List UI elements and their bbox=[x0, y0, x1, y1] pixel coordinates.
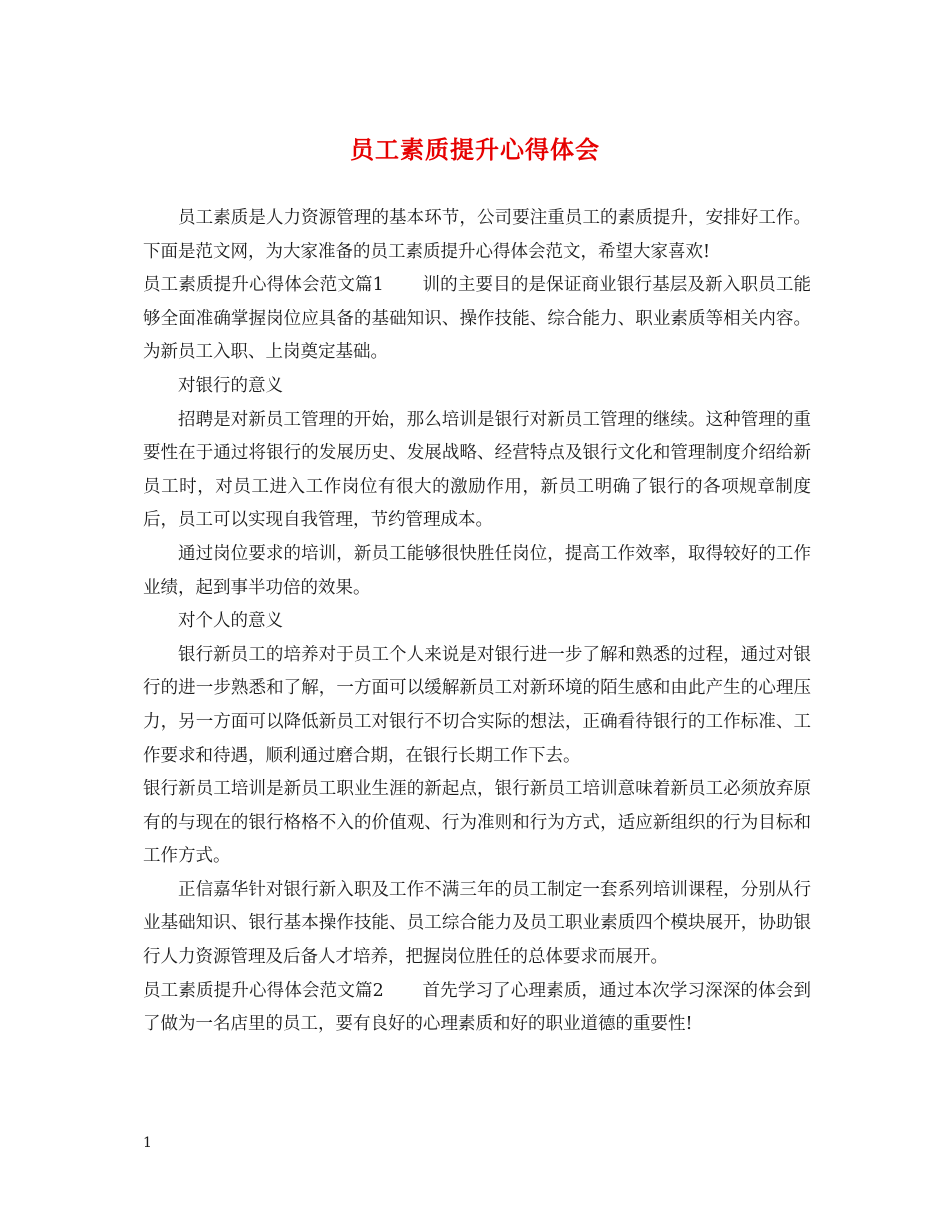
paragraph-curriculum: 正信嘉华针对银行新入职及工作不满三年的员工制定一套系列培训课程，分别从行业基础知识、银行基本操作技能、员工综合能力及员工职业素质四个模块展开，协助银行人力资源管理及后备人才培养，把握岗位胜任的总体要求而展开。 bbox=[143, 879, 811, 968]
sample-heading-2: 员工素质提升心得体会范文篇2 bbox=[143, 980, 384, 1001]
subheading-bank-significance: 对银行的意义 bbox=[178, 375, 283, 396]
paragraph-training: 通过岗位要求的培训，新员工能够很快胜任岗位，提高工作效率，取得较好的工作业绩，起到事半功倍的效果。 bbox=[143, 543, 811, 598]
paragraph-personal: 银行新员工的培养对于员工个人来说是对银行进一步了解和熟悉的过程，通过对银行的进一步熟悉和了解，一方面可以缓解新员工对新环境的陌生感和由此产生的心理压力，另一方面可以降低新员工对银行不切合实际的想法，正确看待银行的工作标准、工作要求和待遇，顺利通过磨合期，在银行长期工作下去。 bbox=[143, 644, 811, 766]
sample-text-2: 首先学习了心理素质，通过本次学习深深的体会到了做为一名店里的员工，要有良好的心理素质和好的职业道德的重要性! bbox=[143, 980, 811, 1035]
page-number: 1 bbox=[143, 1135, 152, 1151]
paragraph-recruitment: 招聘是对新员工管理的开始，那么培训是银行对新员工管理的继续。这种管理的重要性在于通过将银行的发展历史、发展战略、经营特点及银行文化和管理制度介绍给新员工时，对员工进入工作岗位有很大的激励作用，新员工明确了银行的各项规章制度后，员工可以实现自我管理，节约管理成本。 bbox=[143, 409, 811, 531]
sample-heading-1: 员工素质提升心得体会范文篇1 bbox=[143, 275, 384, 296]
paragraph-intro: 员工素质是人力资源管理的基本环节，公司要注重员工的素质提升，安排好工作。下面是范文网，为大家准备的员工素质提升心得体会范文，希望大家喜欢! bbox=[143, 208, 811, 262]
sample-text-1: 训的主要目的是保证商业银行基层及新入职员工能够全面准确掌握岗位应具备的基础知识、操作技能、综合能力、职业素质等相关内容。为新员工入职、上岗奠定基础。 bbox=[143, 275, 811, 363]
subheading-personal-significance: 对个人的意义 bbox=[178, 611, 283, 632]
page-title: 员工素质提升心得体会 bbox=[350, 135, 600, 164]
document-body bbox=[143, 202, 811, 1042]
paragraph-career: 银行新员工培训是新员工职业生涯的新起点，银行新员工培训意味着新员工必须放弃原有的与现在的银行格格不入的价值观、行为准则和行为方式，适应新组织的行为目标和工作方式。 bbox=[143, 779, 811, 867]
paragraph-sample-2 bbox=[143, 975, 811, 1042]
paragraph-sample-1 bbox=[143, 269, 811, 370]
